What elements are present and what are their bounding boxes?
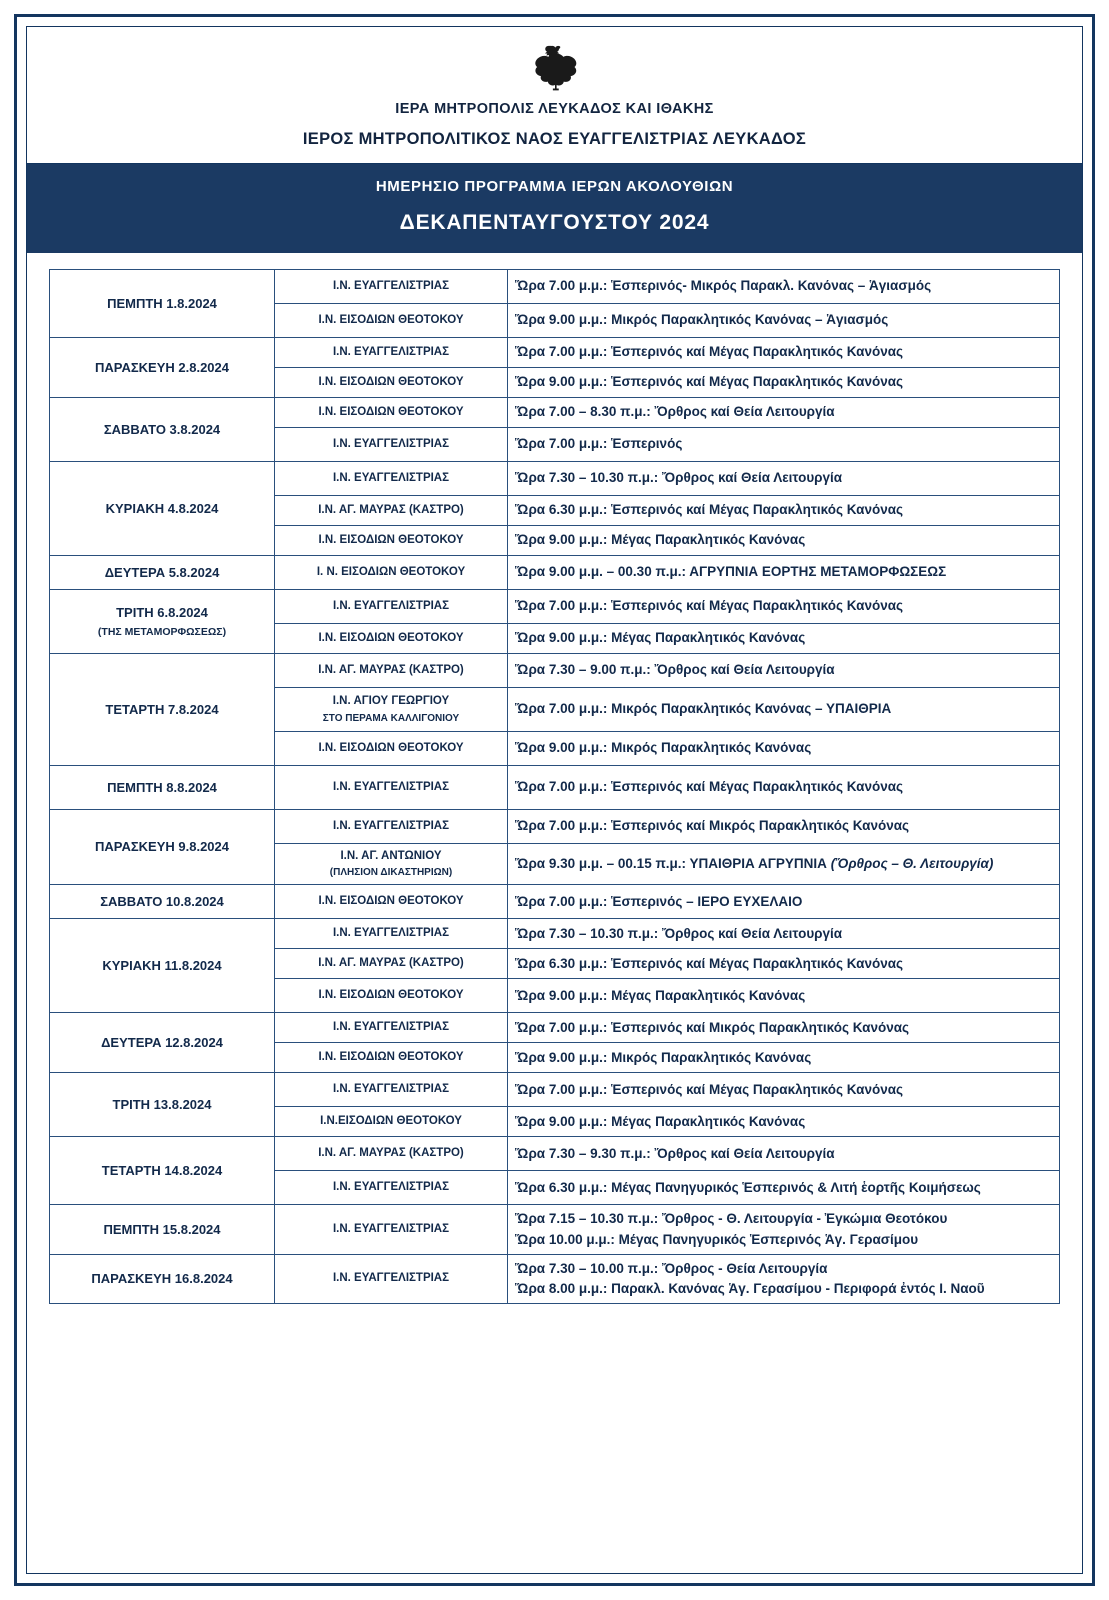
- table-row: [50, 1254, 1060, 1304]
- church-cell: [275, 1073, 508, 1107]
- table-row: [50, 1137, 1060, 1171]
- service-text: Ὥρα 7.00 μ.μ.: Ἑσπερινός καί Μέγας Παρακλητικός Κανόνας: [515, 344, 904, 360]
- church-cell: [275, 1205, 508, 1255]
- table-row: [50, 462, 1060, 496]
- service-cell: [508, 338, 1060, 368]
- day-cell: [50, 654, 275, 766]
- church-label: Ι.Ν. ΕΙΣΟΔΙΩΝ ΘΕΟΤΟΚΟΥ: [318, 631, 464, 644]
- table-row: [50, 654, 1060, 688]
- service-text: Ὥρα 7.00 μ.μ.: Ἑσπερινός καί Μικρός Παρακλητικός Κανόνας: [515, 1019, 910, 1035]
- church-cell: [275, 766, 508, 810]
- service-cell: [508, 590, 1060, 624]
- service-cell: [508, 1137, 1060, 1171]
- table-row: [50, 1013, 1060, 1043]
- table-row: [50, 885, 1060, 919]
- church-title: ΙΕΡΟΣ ΜΗΤΡΟΠΟΛΙΤΙΚΟΣ ΝΑΟΣ ΕΥΑΓΓΕΛΙΣΤΡΙΑΣ ΛΕΥΚΑΔΟΣ: [302, 130, 807, 148]
- church-label: Ι.Ν. ΑΓΙΟΥ ΓΕΩΡΓΙΟΥ: [332, 695, 450, 708]
- service-cell: [508, 368, 1060, 398]
- service-cell: [508, 654, 1060, 688]
- church-cell: [275, 304, 508, 338]
- day-label: ΠΕΜΠΤΗ 8.8.2024: [107, 779, 217, 795]
- schedule-table-wrapper: [27, 253, 1082, 1573]
- church-label: Ι.Ν. ΕΙΣΟΔΙΩΝ ΘΕΟΤΟΚΟΥ: [318, 405, 464, 418]
- service-cell: [508, 1073, 1060, 1107]
- service-cell: [508, 1171, 1060, 1205]
- church-cell: [275, 590, 508, 624]
- church-cell: [275, 688, 508, 732]
- service-cell: [508, 979, 1060, 1013]
- program-band: [27, 164, 1082, 253]
- service-text: Ὥρα 7.00 μ.μ.: Ἑσπερινός – ΙΕΡΟ ΕΥΧΕΛΑΙΟ: [515, 893, 803, 909]
- church-label: Ι.Ν.ΕΙΣΟΔΙΩΝ ΘΕΟΤΟΚΟΥ: [320, 1115, 462, 1128]
- schedule-table: [49, 269, 1060, 1304]
- church-sublabel: ΣΤΟ ΠΕΡΑΜΑ ΚΑΛΛΙΓΟΝΙΟΥ: [322, 712, 460, 724]
- church-label: Ι.Ν. ΕΥΑΓΓΕΛΙΣΤΡΙΑΣ: [332, 279, 450, 292]
- service-text: Ὥρα 6.30 μ.μ.: Μέγας Πανηγυρικός Ἑσπερινός & Λιτή ἑορτῆς Κοιμήσεως: [515, 1179, 981, 1195]
- church-label: Ι.Ν. ΕΥΑΓΓΕΛΙΣΤΡΙΑΣ: [332, 927, 450, 940]
- service-text: Ὥρα 7.30 – 10.30 π.μ.: Ὄρθρος καί Θεία Λειτουργία: [515, 925, 843, 941]
- church-label: Ι.Ν. ΕΙΣΟΔΙΩΝ ΘΕΟΤΟΚΟΥ: [318, 313, 464, 326]
- table-row: [50, 398, 1060, 428]
- service-cell: [508, 732, 1060, 766]
- metropolis-title: ΙΕΡΑ ΜΗΤΡΟΠΟΛΙΣ ΛΕΥΚΑΔΟΣ ΚΑΙ ΙΘΑΚΗΣ: [395, 101, 714, 117]
- service-text: Ὥρα 9.00 μ.μ. – 00.30 π.μ.: ΑΓΡΥΠΝΙΑ ΕΟΡΤΗΣ ΜΕΤΑΜΟΡΦΩΣΕΩΣ: [515, 564, 947, 580]
- table-row: [50, 1073, 1060, 1107]
- day-label: ΔΕΥΤΕΡΑ 5.8.2024: [104, 564, 220, 580]
- church-cell: [275, 428, 508, 462]
- church-label: Ι.Ν. ΕΥΑΓΓΕΛΙΣΤΡΙΑΣ: [332, 599, 450, 612]
- service-cell: [508, 1013, 1060, 1043]
- day-label: ΠΕΜΠΤΗ 1.8.2024: [107, 295, 217, 311]
- day-cell: [50, 556, 275, 590]
- church-cell: [275, 1043, 508, 1073]
- program-subtitle: ΗΜΕΡΗΣΙΟ ΠΡΟΓΡΑΜΜΑ ΙΕΡΩΝ ΑΚΟΛΟΥΘΙΩΝ: [375, 178, 734, 195]
- church-cell: [275, 1254, 508, 1304]
- service-text: Ὥρα 6.30 μ.μ.: Ἑσπερινός καί Μέγας Παρακλητικός Κανόνας: [515, 502, 904, 518]
- service-text: Ὥρα 7.00 μ.μ.: Ἑσπερινός- Μικρός Παρακλ. Κανόνας – Ἁγιασμός: [515, 278, 932, 294]
- church-cell: [275, 556, 508, 590]
- church-cell: [275, 496, 508, 526]
- document-header: [27, 27, 1082, 164]
- church-label: Ι.Ν. ΕΥΑΓΓΕΛΙΣΤΡΙΑΣ: [332, 1083, 450, 1096]
- service-cell: [508, 1043, 1060, 1073]
- church-cell: [275, 732, 508, 766]
- service-cell: [508, 949, 1060, 979]
- service-cell: [508, 885, 1060, 919]
- day-label: ΤΡΙΤΗ 6.8.2024: [116, 605, 208, 621]
- church-cell: [275, 919, 508, 949]
- service-text: Ὥρα 6.30 μ.μ.: Ἑσπερινός καί Μέγας Παρακλητικός Κανόνας: [515, 955, 904, 971]
- church-label: Ι.Ν. ΕΙΣΟΔΙΩΝ ΘΕΟΤΟΚΟΥ: [318, 741, 464, 754]
- table-row: [50, 1205, 1060, 1255]
- service-cell: [508, 1107, 1060, 1137]
- church-label: Ι.Ν. ΑΓ. ΜΑΥΡΑΣ (ΚΑΣΤΡΟ): [318, 503, 464, 516]
- church-label: Ι.Ν. ΕΙΣΟΔΙΩΝ ΘΕΟΤΟΚΟΥ: [318, 533, 464, 546]
- church-label: Ι.Ν. ΕΥΑΓΓΕΛΙΣΤΡΙΑΣ: [332, 1222, 450, 1235]
- church-label: Ι.Ν. ΕΙΣΟΔΙΩΝ ΘΕΟΤΟΚΟΥ: [318, 1051, 464, 1064]
- church-label: Ι.Ν. ΕΥΑΓΓΕΛΙΣΤΡΙΑΣ: [332, 437, 450, 450]
- table-row: [50, 556, 1060, 590]
- service-cell: [508, 462, 1060, 496]
- church-label: Ι.Ν. ΕΥΑΓΓΕΛΙΣΤΡΙΑΣ: [332, 1272, 450, 1285]
- church-cell: [275, 1137, 508, 1171]
- day-label: ΣΑΒΒΑΤΟ 10.8.2024: [100, 893, 224, 909]
- day-label: ΠΕΜΠΤΗ 15.8.2024: [103, 1221, 221, 1237]
- service-text: Ὥρα 7.30 – 9.00 π.μ.: Ὄρθρος καί Θεία Λειτουργία: [515, 662, 835, 678]
- service-cell: [508, 496, 1060, 526]
- day-cell: [50, 1073, 275, 1137]
- table-row: [50, 590, 1060, 624]
- day-cell: [50, 1137, 275, 1205]
- church-cell: [275, 526, 508, 556]
- church-label: Ι.Ν. ΕΥΑΓΓΕΛΙΣΤΡΙΑΣ: [332, 471, 450, 484]
- church-label: Ι.Ν. ΕΙΣΟΔΙΩΝ ΘΕΟΤΟΚΟΥ: [318, 895, 464, 908]
- service-text: Ὥρα 7.00 μ.μ.: Μικρός Παρακλητικός Κανόνας – ΥΠΑΙΘΡΙΑ: [515, 701, 892, 717]
- service-text: Ὥρα 9.00 μ.μ.: Μέγας Παρακλητικός Κανόνας: [515, 1113, 806, 1129]
- day-cell: [50, 590, 275, 654]
- service-text: Ὥρα 7.00 μ.μ.: Ἑσπερινός καί Μικρός Παρακλητικός Κανόνας: [515, 818, 910, 834]
- service-text-secondary: Ὥρα 8.00 μ.μ.: Παρακλ. Κανόνας Ἁγ. Γερασίμου - Περιφορά ἐντός Ι. Ναοῦ: [515, 1281, 985, 1296]
- service-text: Ὥρα 9.00 μ.μ.: Μέγας Παρακλητικός Κανόνας: [515, 532, 806, 548]
- service-text: Ὥρα 9.00 μ.μ.: Μικρός Παρακλητικός Κανόνας: [515, 1049, 812, 1065]
- service-text: Ὥρα 7.00 – 8.30 π.μ.: Ὄρθρος καί Θεία Λειτουργία: [515, 404, 835, 420]
- day-label: ΠΑΡΑΣΚΕΥΗ 2.8.2024: [94, 359, 229, 375]
- day-cell: [50, 885, 275, 919]
- church-cell: [275, 654, 508, 688]
- service-cell: [508, 1205, 1060, 1255]
- day-cell: [50, 766, 275, 810]
- church-cell: [275, 949, 508, 979]
- day-label: ΚΥΡΙΑΚΗ 4.8.2024: [105, 500, 219, 516]
- church-label: Ι.Ν. ΕΙΣΟΔΙΩΝ ΘΕΟΤΟΚΟΥ: [318, 989, 464, 1002]
- service-text: Ὥρα 7.30 – 10.00 π.μ.: Ὄρθρος - Θεία Λειτουργία: [515, 1260, 828, 1276]
- church-label: Ι.Ν. ΑΓ. ΜΑΥΡΑΣ (ΚΑΣΤΡΟ): [318, 663, 464, 676]
- service-text: Ὥρα 7.30 – 9.30 π.μ.: Ὄρθρος καί Θεία Λειτουργία: [515, 1145, 835, 1161]
- church-sublabel: (ΠΛΗΣΙΟΝ ΔΙΚΑΣΤΗΡΙΩΝ): [329, 867, 453, 879]
- day-label: ΚΥΡΙΑΚΗ 11.8.2024: [102, 957, 222, 973]
- service-text: Ὥρα 9.00 μ.μ.: Μικρός Παρακλητικός Κανόνας – Ἁγιασμός: [515, 312, 889, 328]
- service-cell: [508, 766, 1060, 810]
- service-cell: [508, 1254, 1060, 1304]
- day-cell: [50, 1254, 275, 1304]
- day-label: ΣΑΒΒΑΤΟ 3.8.2024: [103, 421, 221, 437]
- church-label: Ι.Ν. ΕΥΑΓΓΕΛΙΣΤΡΙΑΣ: [332, 1021, 450, 1034]
- service-text: Ὥρα 9.00 μ.μ.: Μικρός Παρακλητικός Κανόνας: [515, 740, 812, 756]
- day-cell: [50, 398, 275, 462]
- service-cell: [508, 398, 1060, 428]
- day-sublabel: (ΤΗΣ ΜΕΤΑΜΟΡΦΩΣΕΩΣ): [97, 625, 227, 638]
- church-label: Ι.Ν. ΑΓ. ΜΑΥΡΑΣ (ΚΑΣΤΡΟ): [318, 957, 464, 970]
- service-text: Ὥρα 7.00 μ.μ.: Ἑσπερινός: [515, 436, 683, 452]
- church-label: Ι.Ν. ΑΓ. ΜΑΥΡΑΣ (ΚΑΣΤΡΟ): [318, 1147, 464, 1160]
- church-cell: [275, 462, 508, 496]
- day-label: ΤΕΤΑΡΤΗ 7.8.2024: [105, 701, 219, 717]
- church-cell: [275, 979, 508, 1013]
- service-cell: [508, 556, 1060, 590]
- double-headed-eagle-crest-icon: [529, 41, 581, 93]
- church-cell: [275, 1013, 508, 1043]
- inner-border: [26, 26, 1083, 1574]
- church-label: Ι.Ν. ΕΥΑΓΓΕΛΙΣΤΡΙΑΣ: [332, 780, 450, 793]
- service-text: Ὥρα 7.00 μ.μ.: Ἑσπερινός καί Μέγας Παρακλητικός Κανόνας: [515, 779, 904, 795]
- service-text: Ὥρα 9.00 μ.μ.: Ἑσπερινός καί Μέγας Παρακλητικός Κανόνας: [515, 374, 904, 390]
- church-label: Ι. Ν. ΕΙΣΟΔΙΩΝ ΘΕΟΤΟΚΟΥ: [316, 565, 466, 578]
- service-text: Ὥρα 9.30 μ.μ. – 00.15 π.μ.: ΥΠΑΙΘΡΙΑ ΑΓΡΥΠΝΙΑ: [515, 856, 831, 871]
- table-row: [50, 270, 1060, 304]
- service-cell: [508, 270, 1060, 304]
- service-text-italic: (Ὄρθρος – Θ. Λειτουργία): [830, 856, 994, 871]
- service-text-secondary: Ὥρα 10.00 μ.μ.: Μέγας Πανηγυρικός Ἑσπερινός Ἁγ. Γερασίμου: [515, 1231, 919, 1247]
- service-text: Ὥρα 7.00 μ.μ.: Ἑσπερινός καί Μέγας Παρακλητικός Κανόνας: [515, 1081, 904, 1097]
- day-label: ΔΕΥΤΕΡΑ 12.8.2024: [101, 1034, 223, 1050]
- church-label: Ι.Ν. ΕΥΑΓΓΕΛΙΣΤΡΙΑΣ: [332, 345, 450, 358]
- service-cell: [508, 810, 1060, 844]
- day-label: ΤΕΤΑΡΤΗ 14.8.2024: [101, 1162, 223, 1178]
- day-cell: [50, 270, 275, 338]
- church-cell: [275, 1107, 508, 1137]
- church-cell: [275, 810, 508, 844]
- church-cell: [275, 398, 508, 428]
- table-row: [50, 338, 1060, 368]
- service-cell: [508, 688, 1060, 732]
- church-cell: [275, 368, 508, 398]
- service-cell: [508, 919, 1060, 949]
- table-row: [50, 766, 1060, 810]
- day-label: ΠΑΡΑΣΚΕΥΗ 16.8.2024: [91, 1271, 233, 1287]
- church-cell: [275, 624, 508, 654]
- service-text: Ὥρα 7.30 – 10.30 π.μ.: Ὄρθρος καί Θεία Λειτουργία: [515, 470, 843, 486]
- church-cell: [275, 338, 508, 368]
- day-cell: [50, 462, 275, 556]
- church-label: Ι.Ν. ΕΥΑΓΓΕΛΙΣΤΡΙΑΣ: [332, 819, 450, 832]
- day-label: ΠΑΡΑΣΚΕΥΗ 9.8.2024: [94, 839, 229, 855]
- service-cell: [508, 526, 1060, 556]
- church-cell: [275, 270, 508, 304]
- church-label: Ι.Ν. ΕΙΣΟΔΙΩΝ ΘΕΟΤΟΚΟΥ: [318, 375, 464, 388]
- service-cell: [508, 844, 1060, 885]
- day-label: ΤΡΙΤΗ 13.8.2024: [112, 1096, 212, 1112]
- church-cell: [275, 844, 508, 885]
- service-text: Ὥρα 9.00 μ.μ.: Μέγας Παρακλητικός Κανόνας: [515, 630, 806, 646]
- service-text: Ὥρα 9.00 μ.μ.: Μέγας Παρακλητικός Κανόνας: [515, 987, 806, 1003]
- service-text: Ὥρα 7.15 – 10.30 π.μ.: Ὄρθρος - Θ. Λειτουργία - Ἐγκώμια Θεοτόκου: [515, 1211, 948, 1227]
- table-row: [50, 919, 1060, 949]
- service-cell: [508, 624, 1060, 654]
- church-cell: [275, 1171, 508, 1205]
- service-cell: [508, 428, 1060, 462]
- day-cell: [50, 1205, 275, 1255]
- church-cell: [275, 885, 508, 919]
- service-cell: [508, 304, 1060, 338]
- church-label: Ι.Ν. ΑΓ. ΑΝΤΩΝΙΟΥ: [340, 850, 442, 862]
- table-row: [50, 810, 1060, 844]
- service-text: Ὥρα 7.00 μ.μ.: Ἑσπερινός καί Μέγας Παρακλητικός Κανόνας: [515, 598, 904, 614]
- day-cell: [50, 810, 275, 885]
- day-cell: [50, 338, 275, 398]
- church-label: Ι.Ν. ΕΥΑΓΓΕΛΙΣΤΡΙΑΣ: [332, 1181, 450, 1194]
- day-cell: [50, 1013, 275, 1073]
- outer-border: [14, 14, 1095, 1586]
- program-title: ΔΕΚΑΠΕΝΤΑΥΓΟΥΣΤΟΥ 2024: [399, 211, 710, 234]
- day-cell: [50, 919, 275, 1013]
